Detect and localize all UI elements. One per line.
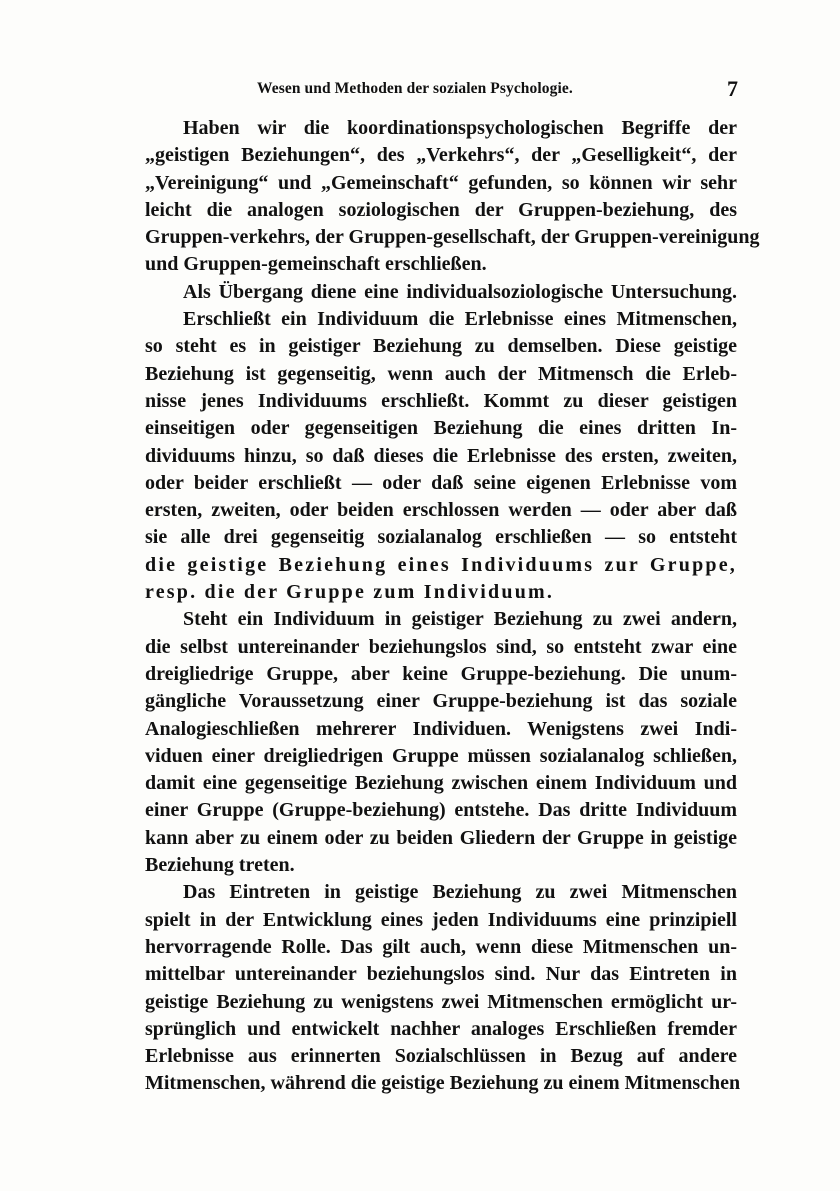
text-line: mittelbar untereinander beziehungslos sind. Nur das Eintreten in [145,963,737,986]
text-line: Das Eintreten in geistige Beziehung zu zwei Mitmenschen [183,881,737,904]
text-line: und Gruppen-gemeinschaft erschließen. [145,253,487,276]
paragraph-5 [145,879,741,1097]
text-line: Erschließt ein Individuum die Erlebnisse eines Mitmenschen, [183,308,737,331]
running-head: Wesen und Methoden der sozialen Psychologie. [257,80,573,97]
text-line: Haben wir die koordinationspsychologischen Begriffe der [183,117,737,139]
text-line: sprünglich und entwickelt nachher analoges Erschließen fremder [145,1017,737,1040]
text-line: „geistigen Beziehungen“, des „Verkehrs“, der „Geselligkeit“, der [145,144,737,167]
text-line: spielt in der Entwicklung eines jeden Individuums eine prinzipiell [145,908,737,931]
page-header [145,78,740,108]
text-line: so steht es in geistiger Beziehung zu demselben. Diese geistige [145,335,737,358]
text-line: viduen einer dreigliedrigen Gruppe müssen sozialanalog schließen, [145,744,737,767]
text-line: damit eine gegenseitige Beziehung zwischen einem Individuum und [145,772,737,795]
text-line: „Vereinigung“ und „Gemeinschaft“ gefunden, so können wir sehr [145,171,737,194]
text-line: dividuums hinzu, so daß dieses die Erlebnisse des ersten, zweiten, [145,444,737,467]
text-line: Mitmenschen, während die geistige Beziehung zu einem Mitmenschen [145,1072,741,1095]
text-line: Gruppen-verkehrs, der Gruppen-gesellschaft, der Gruppen-vereinigung [145,226,760,249]
text-line: die selbst untereinander beziehungslos sind, so entsteht zwar eine [145,635,737,658]
text-line: leicht die analogen soziologischen der Gruppen-beziehung, des [145,198,737,221]
body-text [145,115,760,1098]
paragraph-1 [145,115,760,279]
text-line: Steht ein Individuum in geistiger Beziehung zu zwei andern, [183,608,737,631]
text-line: oder beider erschließt — oder daß seine eigenen Erlebnisse vom [145,471,737,494]
text-line: ersten, zweiten, oder beiden erschlossen werden — oder aber daß [145,499,737,522]
text-line: Als Übergang diene eine individualsoziologische Untersuchung. [183,280,737,303]
text-line: einseitigen oder gegenseitigen Beziehung die eines dritten In- [145,417,737,440]
paragraph-4 [145,606,737,879]
text-line: gängliche Voraussetzung einer Gruppe-beziehung ist das soziale [145,690,737,713]
text-line: kann aber zu einem oder zu beiden Gliedern der Gruppe in geistige [145,826,737,849]
page-number: 7 [727,76,738,101]
paragraph-3 [145,306,737,606]
text-line: Erlebnisse aus erinnerten Sozialschlüssen in Bezug auf andere [145,1045,737,1068]
text-line: hervorragende Rolle. Das gilt auch, wenn diese Mitmenschen un- [145,935,737,958]
text-line: sie alle drei gegenseitig sozialanalog erschließen — so entsteht [145,526,737,549]
text-line: Beziehung ist gegenseitig, wenn auch der Mitmensch die Erleb- [145,362,737,385]
text-line: geistige Beziehung zu wenigstens zwei Mitmenschen ermöglicht ur- [145,990,737,1013]
text-line-emphasized: resp. die der Gruppe zum Individuum. [145,581,555,604]
text-line: nisse jenes Individuums erschließt. Kommt zu dieser geistigen [145,389,737,412]
text-line: Analogieschließen mehrerer Individuen. Wenigstens zwei Indi- [145,717,737,740]
text-line: einer Gruppe (Gruppe-beziehung) entstehe. Das dritte Individuum [145,799,737,822]
text-line: dreigliedrige Gruppe, aber keine Gruppe-beziehung. Die unum- [145,662,737,685]
text-line-emphasized: die geistige Beziehung eines Individuums zur Gruppe, [145,553,737,576]
text-line: Beziehung treten. [145,854,295,877]
paragraph-2 [145,279,737,306]
